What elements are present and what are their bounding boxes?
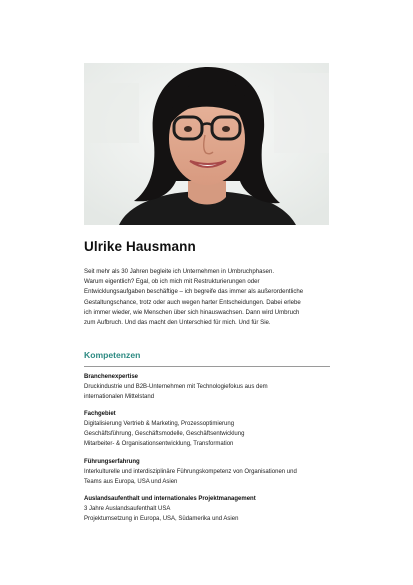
person-name: Ulrike Hausmann: [84, 239, 196, 254]
competency-group-industry: [84, 373, 334, 403]
competency-heading: Auslandsaufenthalt und internationales Projektmanagement: [84, 496, 256, 502]
competency-group-international: [84, 495, 334, 525]
competency-line: internationalen Mittelstand: [84, 393, 155, 400]
bio-line: Gestaltungschance, trotz oder auch wegen harter Entscheidungen. Dabei erlebe: [84, 298, 301, 306]
competencies-title: Kompetenzen: [84, 350, 141, 360]
competency-line: Druckindustrie und B2B-Unternehmen mit Technologiefokus aus dem: [84, 383, 268, 390]
portrait-photo: [84, 63, 329, 225]
competency-line: Interkulturelle und interdisziplinäre Führungskompetenz von Organisationen und: [84, 468, 297, 475]
competency-line: Mitarbeiter- & Organisationsentwicklung, Transformation: [84, 440, 234, 447]
competency-group-field: [84, 410, 334, 450]
competency-line: Projektumsetzung in Europa, USA, Südamerika und Asien: [84, 515, 239, 522]
bio-line: ich immer wieder, wie Menschen über sich hinauswachsen. Dann wird Umbruch: [84, 308, 300, 316]
bio-text: [84, 267, 334, 328]
bio-line: Warum eigentlich? Egal, ob ich mich mit Restrukturierungen oder: [84, 278, 260, 286]
competency-group-leadership: [84, 458, 334, 488]
competency-heading: Branchenexpertise: [84, 374, 139, 380]
competency-line: Digitalisierung Vertrieb & Marketing, Prozessoptimierung: [84, 420, 235, 427]
competency-line: Teams aus Europa, USA und Asien: [84, 478, 178, 485]
competency-heading: Führungserfahrung: [84, 459, 140, 465]
bio-line: Entwicklungsaufgaben beschäftige – ich begreife das immer als außerordentliche: [84, 288, 304, 296]
competency-line: Geschäftsführung, Geschäftsmodelle, Geschäftsentwicklung: [84, 430, 245, 437]
bio-line: zum Aufbruch. Und das macht den Unterschied für mich. Und für Sie.: [84, 319, 271, 327]
competency-heading: Fachgebiet: [84, 411, 116, 417]
competency-line: 3 Jahre Auslandsaufenthalt USA: [84, 505, 171, 512]
bio-line: Seit mehr als 30 Jahren begleite ich Unternehmen in Umbruchphasen.: [84, 268, 275, 275]
section-divider: [84, 366, 330, 367]
